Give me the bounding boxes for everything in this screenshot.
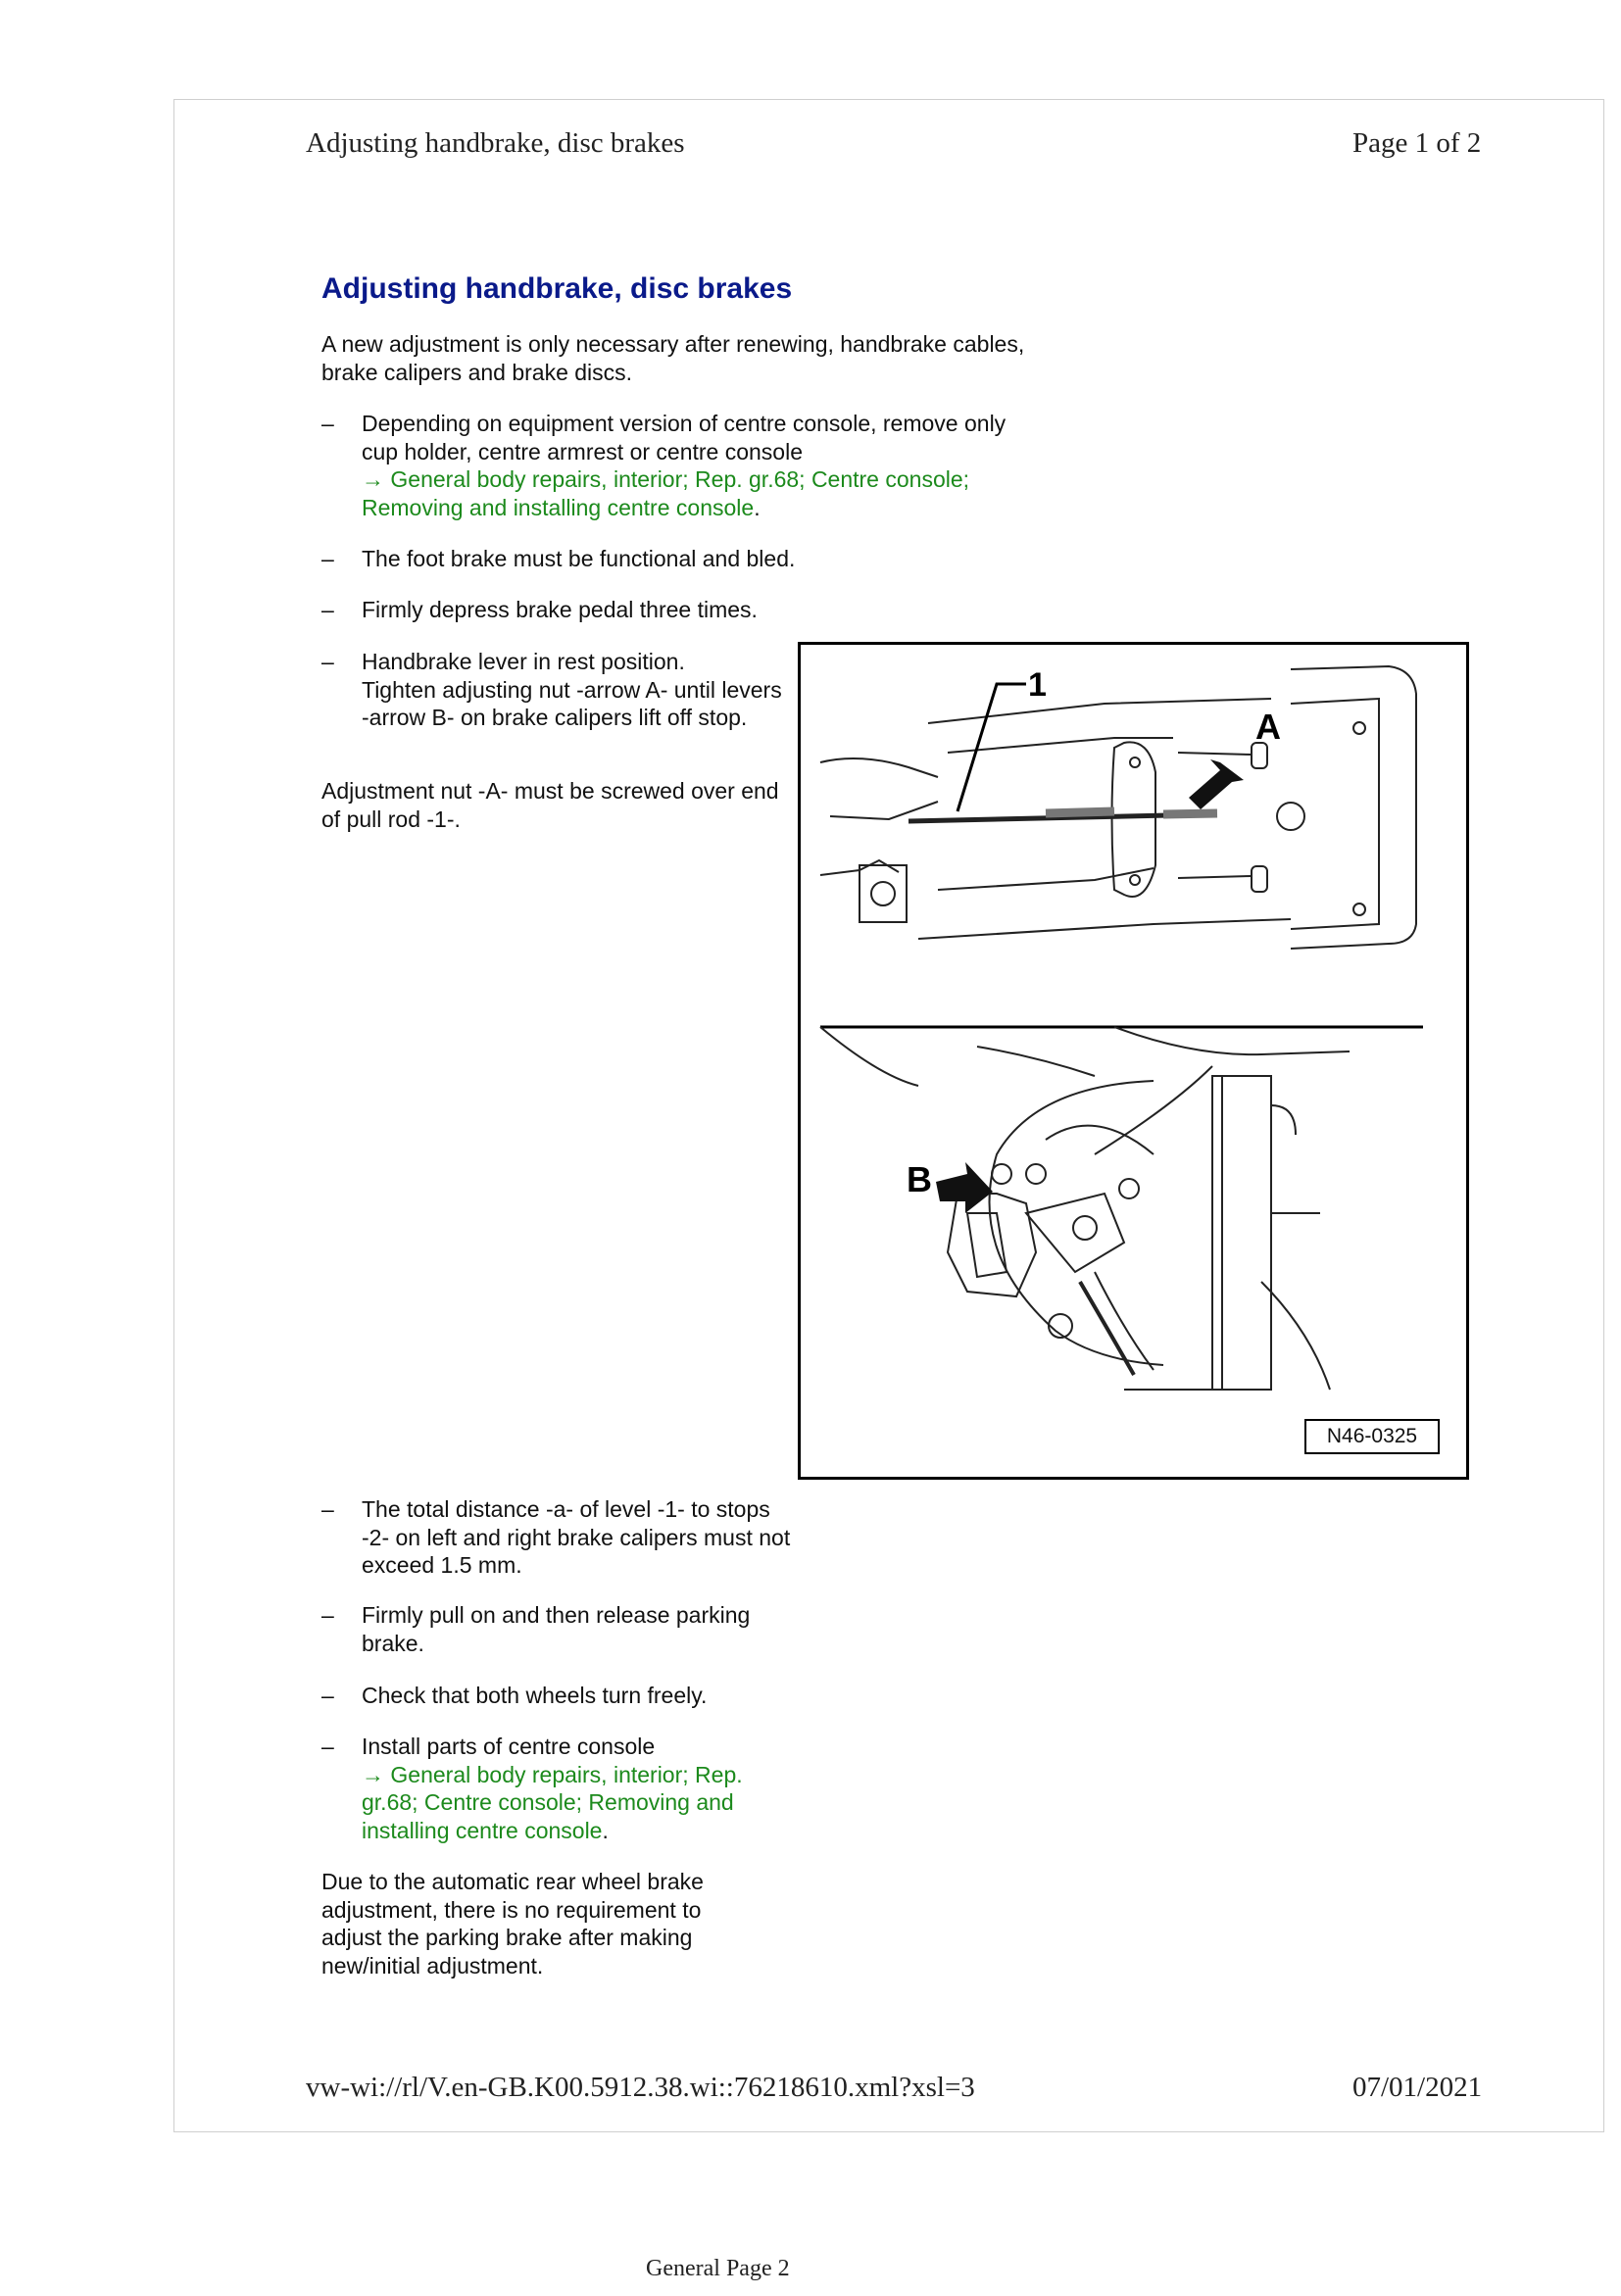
- arrow-b-icon: [936, 1162, 993, 1213]
- brake-illustration: [798, 642, 1469, 1480]
- step-depress-pedal: Firmly depress brake pedal three times.: [362, 597, 758, 622]
- step-remove-console: Depending on equipment version of centre console, remove only cup holder, centre armrest or centre console → General body repairs, interior; Rep. gr.68; Centre console; Removing and installing centre console.: [362, 411, 1007, 520]
- figure-label-b: B: [907, 1159, 932, 1199]
- step-check-wheels: Check that both wheels turn freely.: [362, 1683, 708, 1708]
- step-pull-release: Firmly pull on and then release parking brake.: [362, 1602, 751, 1656]
- step-dash: –: [321, 1734, 334, 1759]
- footer-date: 07/01/2021: [1352, 2072, 1483, 2103]
- arrow-a-icon: [1189, 759, 1244, 809]
- link-centre-console-install[interactable]: → General body repairs, interior; Rep. gr.68; Centre console; Removing and installing centre console: [362, 1761, 743, 1843]
- link-centre-console-removal[interactable]: → General body repairs, interior; Rep. gr.68; Centre console; Removing and installing centre console: [362, 466, 970, 520]
- step-dash: –: [321, 546, 334, 571]
- footer-url: vw-wi://rl/V.en-GB.K00.5912.38.wi::76218610.xml?xsl=3: [306, 2072, 975, 2103]
- intro-paragraph: A new adjustment is only necessary after renewing, handbrake cables, brake calipers and brake discs.: [321, 331, 1025, 385]
- note-automatic-adjustment: Due to the automatic rear wheel brake adjustment, there is no requirement to adjust the parking brake after making new/initial adjustment.: [321, 1869, 704, 1978]
- header-doc-title: Adjusting handbrake, disc brakes: [306, 127, 685, 159]
- page-title: Adjusting handbrake, disc brakes: [321, 272, 793, 305]
- step-dash: –: [321, 1683, 334, 1708]
- step-dash: –: [321, 1496, 334, 1522]
- step-dash: –: [321, 411, 334, 436]
- step-foot-brake: The foot brake must be functional and bled.: [362, 546, 796, 571]
- figure-code: N46-0325: [1304, 1419, 1440, 1454]
- figure-label-a: A: [1255, 707, 1281, 747]
- figure-label-1: 1: [1028, 666, 1047, 704]
- step-dash: –: [321, 1602, 334, 1628]
- step-total-distance: The total distance -a- of level -1- to stops -2- on left and right brake calipers must not exceed 1.5 mm.: [362, 1496, 791, 1578]
- step-install-console: Install parts of centre console → General body repairs, interior; Rep. gr.68; Centre console; Removing and installing centre console.: [362, 1734, 743, 1843]
- step-dash: –: [321, 597, 334, 622]
- page-label: General Page 2: [646, 2256, 790, 2281]
- brake-illustration-drawing: [801, 645, 1466, 1477]
- step-tighten-nut: Handbrake lever in rest position. Tighten adjusting nut -arrow A- until levers -arrow B- on brake calipers lift off stop.: [362, 649, 782, 730]
- step-dash: –: [321, 649, 334, 674]
- note-adjustment-nut: Adjustment nut -A- must be screwed over end of pull rod -1-.: [321, 778, 779, 832]
- header-page-info: Page 1 of 2: [1352, 127, 1482, 159]
